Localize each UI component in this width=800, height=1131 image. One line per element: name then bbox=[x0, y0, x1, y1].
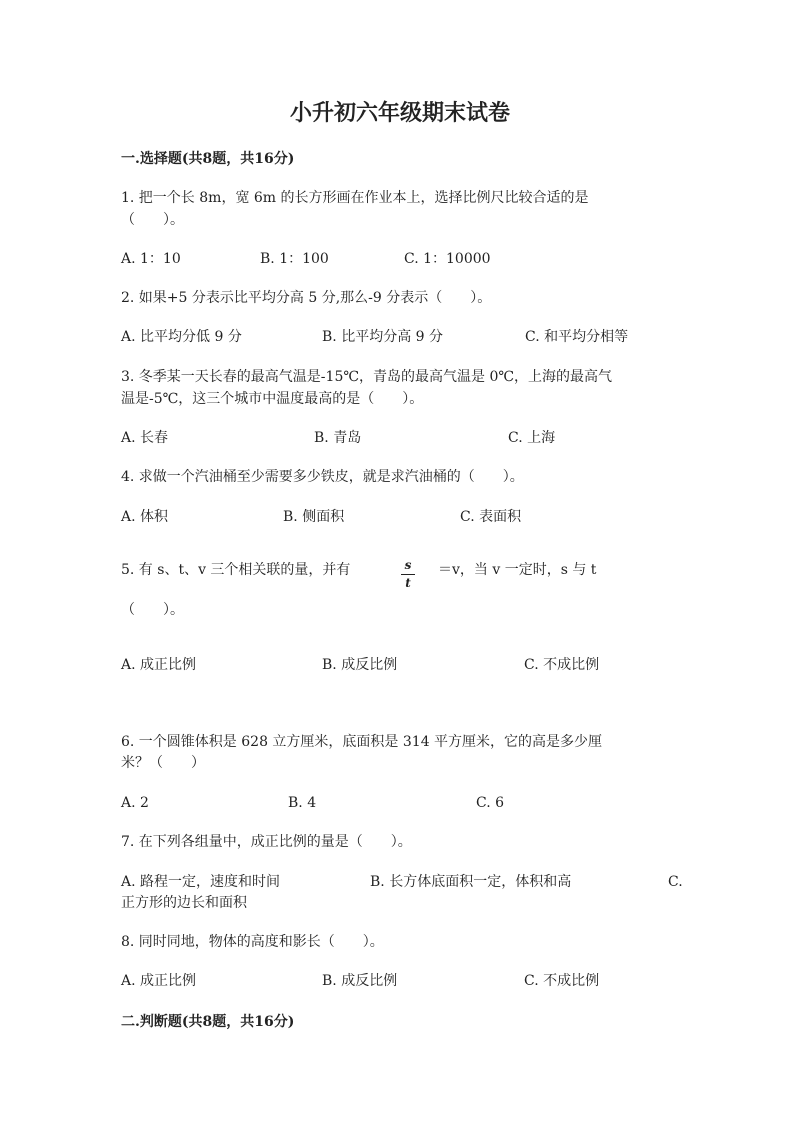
question-7-option-c-text: 正方形的边长和面积 bbox=[121, 895, 247, 911]
question-3-option-a: A. 长春 bbox=[121, 430, 169, 446]
question-2-option-b: B. 比平均分高 9 分 bbox=[322, 329, 443, 345]
question-4-text: 4. 求做一个汽油桶至少需要多少铁皮，就是求汽油桶的（ ）。 bbox=[121, 469, 524, 485]
section-heading-judgment: 二.判断题(共8题，共16分) bbox=[121, 1014, 295, 1030]
question-1-option-c: C. 1：10000 bbox=[404, 251, 491, 267]
question-1-option-b: B. 1：100 bbox=[260, 251, 329, 267]
question-5-option-a: A. 成正比例 bbox=[121, 657, 197, 673]
question-5-option-b: B. 成反比例 bbox=[322, 657, 398, 673]
fraction-s-over-t bbox=[401, 558, 415, 591]
question-4-option-b: B. 侧面积 bbox=[283, 509, 345, 525]
question-7-option-b: B. 长方体底面积一定，体积和高 bbox=[370, 874, 572, 890]
question-6-option-c: C. 6 bbox=[476, 795, 505, 811]
page-title: 小升初六年级期末试卷 bbox=[289, 100, 510, 126]
fraction-denominator: t bbox=[405, 576, 411, 590]
fraction-numerator: s bbox=[404, 558, 412, 572]
question-3-option-b: B. 青岛 bbox=[314, 430, 362, 446]
question-8-option-c: C. 不成比例 bbox=[524, 973, 600, 989]
question-6-text-cont: 米？（ ） bbox=[121, 755, 205, 771]
question-8-option-a: A. 成正比例 bbox=[121, 973, 197, 989]
question-7-option-a: A. 路程一定，速度和时间 bbox=[121, 874, 281, 890]
question-6-option-b: B. 4 bbox=[288, 795, 317, 811]
question-4-option-a: A. 体积 bbox=[121, 509, 169, 525]
question-3-text: 3. 冬季某一天长春的最高气温是-15℃，青岛的最高气温是 0℃，上海的最高气 bbox=[121, 369, 613, 385]
question-3-option-c: C. 上海 bbox=[508, 430, 556, 446]
question-8-option-b: B. 成反比例 bbox=[322, 973, 398, 989]
question-2-option-c: C. 和平均分相等 bbox=[525, 329, 629, 345]
question-4-option-c: C. 表面积 bbox=[460, 509, 522, 525]
question-2-option-a: A. 比平均分低 9 分 bbox=[121, 329, 242, 345]
question-6-option-a: A. 2 bbox=[121, 795, 149, 811]
question-7-text: 7. 在下列各组量中，成正比例的量是（ ）。 bbox=[121, 834, 412, 850]
question-1-text: 1. 把一个长 8m，宽 6m 的长方形画在作业本上，选择比例尺比较合适的是 bbox=[121, 190, 589, 206]
question-5-text-after-fraction: ＝v，当 v 一定时，s 与 t bbox=[438, 562, 597, 578]
question-1-text-cont: （ ）。 bbox=[121, 212, 184, 228]
question-7-option-c: C. bbox=[668, 874, 683, 890]
question-3-text-cont: 温是-5℃，这三个城市中温度最高的是（ ）。 bbox=[121, 391, 424, 407]
section-heading-choice: 一.选择题(共8题，共16分) bbox=[121, 151, 295, 167]
question-5-option-c: C. 不成比例 bbox=[524, 657, 600, 673]
question-6-text: 6. 一个圆锥体积是 628 立方厘米，底面积是 314 平方厘米，它的高是多少厘 bbox=[121, 734, 603, 750]
question-8-text: 8. 同时同地，物体的高度和影长（ ）。 bbox=[121, 934, 384, 950]
question-5-text-cont: （ ）。 bbox=[121, 602, 184, 618]
question-2-text: 2. 如果+5 分表示比平均分高 5 分,那么-9 分表示（ ）。 bbox=[121, 290, 492, 306]
question-1-option-a: A. 1：10 bbox=[121, 251, 181, 267]
fraction-bar bbox=[401, 574, 415, 575]
question-5-text: 5. 有 s、t、v 三个相关联的量，并有 bbox=[121, 562, 351, 578]
